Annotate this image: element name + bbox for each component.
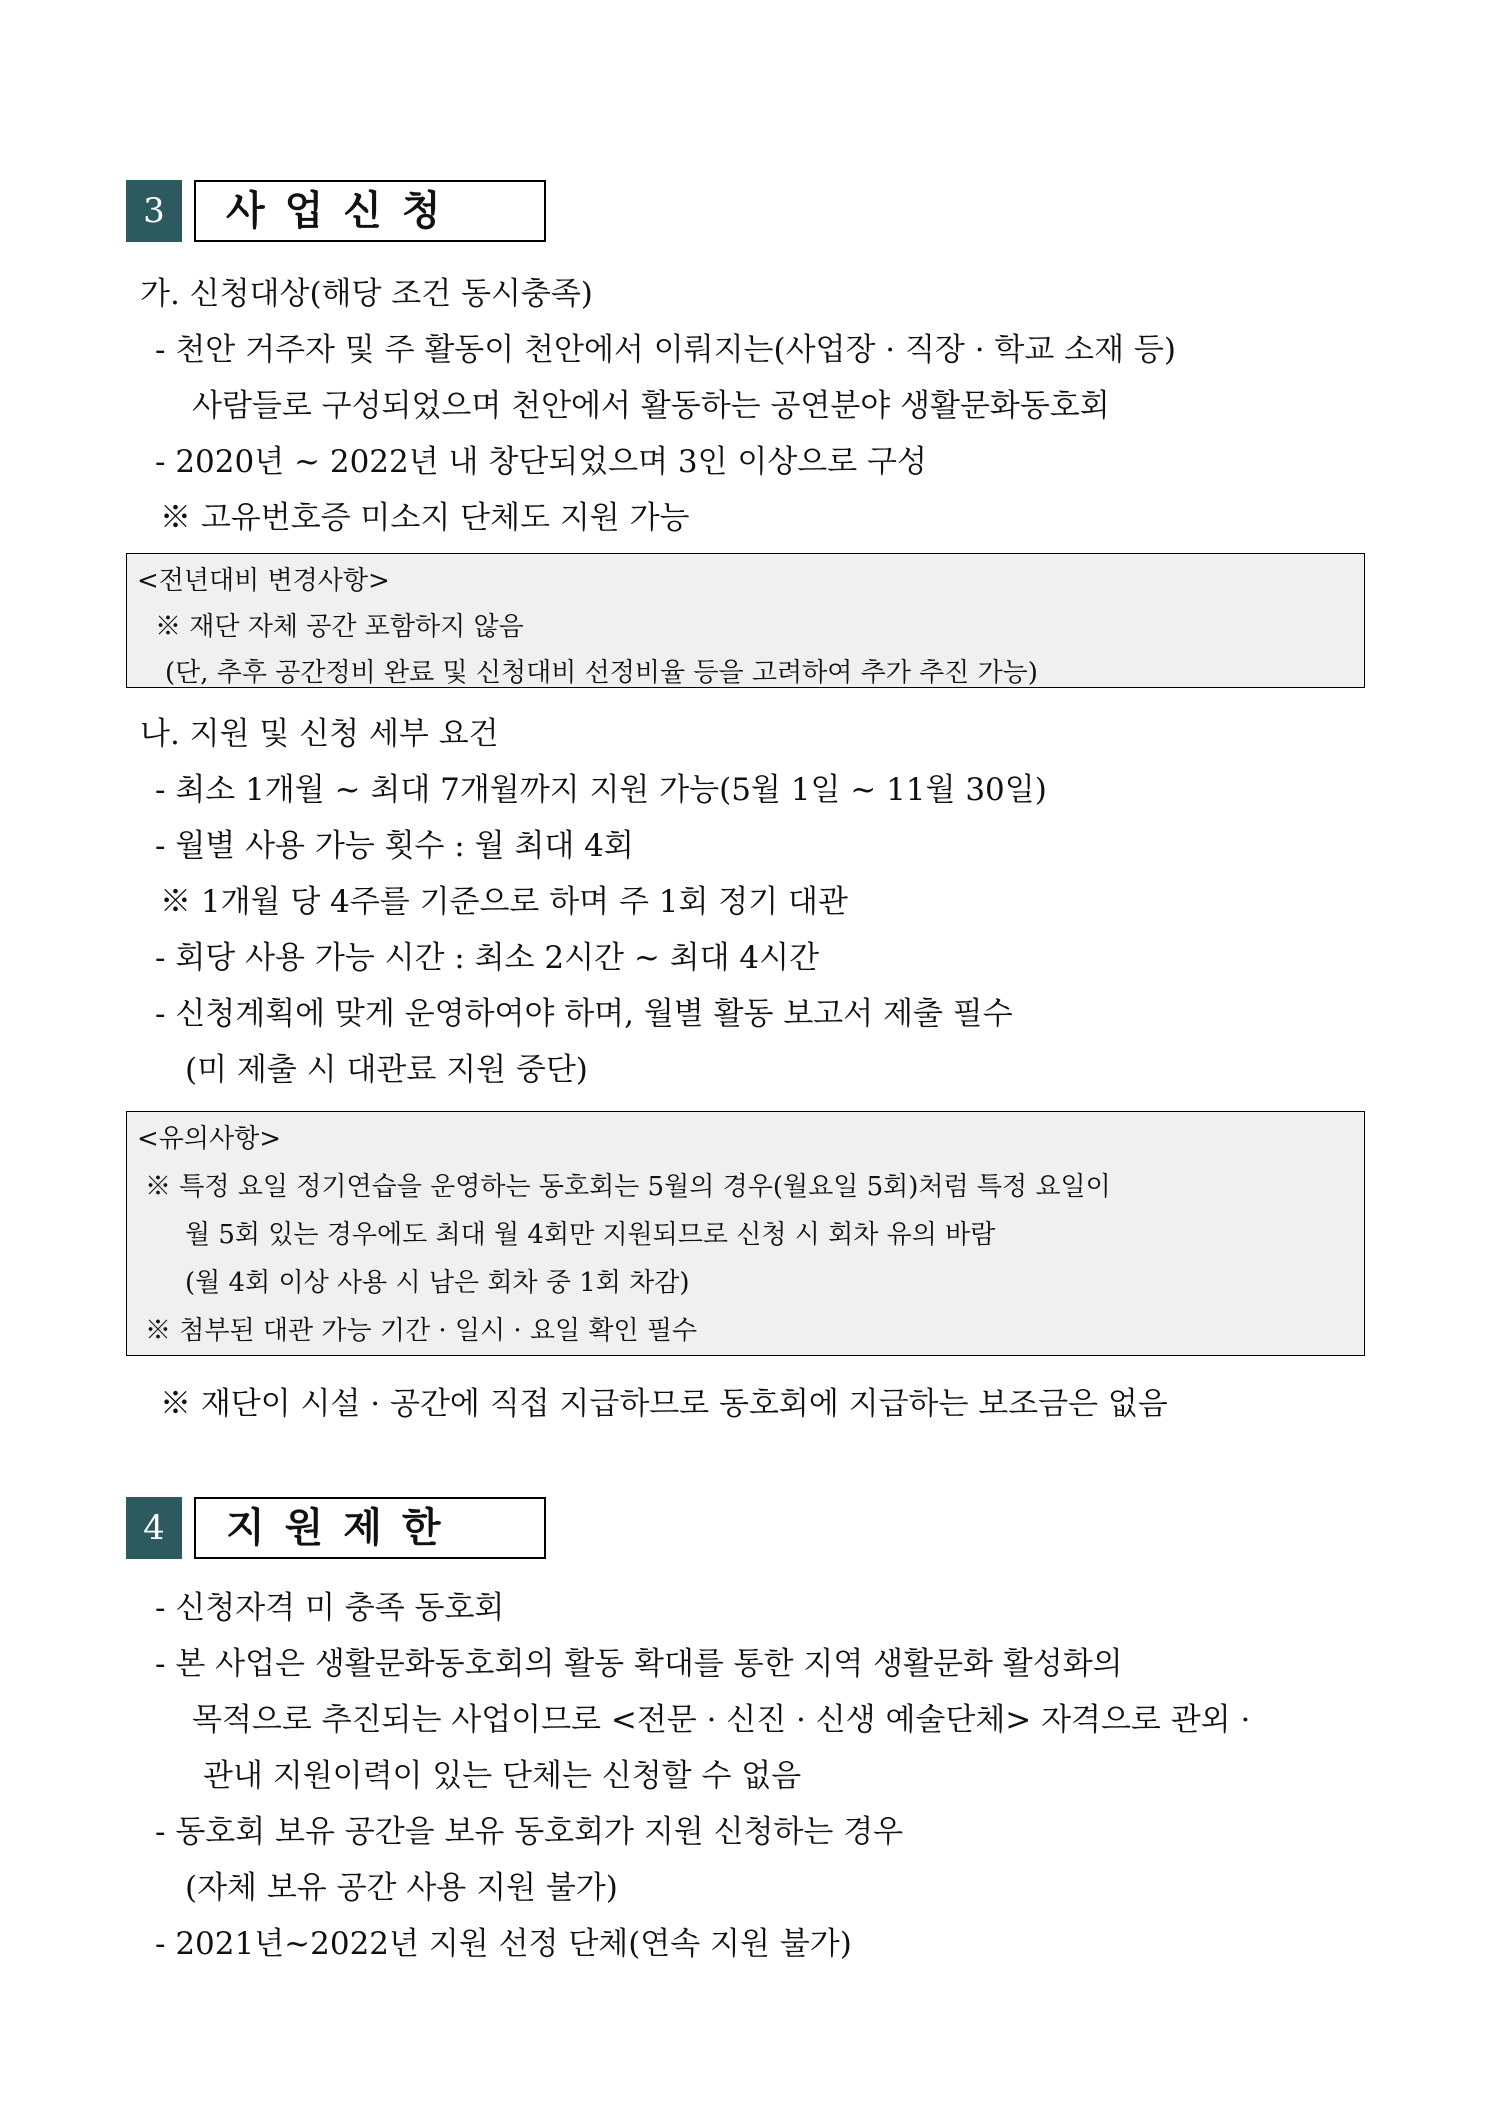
- list-item: - 최소 1개월 ~ 최대 7개월까지 지원 가능(5월 1일 ~ 11월 30일): [155, 772, 1047, 808]
- list-item: 사람들로 구성되었으며 천안에서 활동하는 공연분야 생활문화동호회: [192, 388, 1110, 424]
- list-item: - 월별 사용 가능 횟수 : 월 최대 4회: [155, 828, 634, 864]
- list-item: (미 제출 시 대관료 지원 중단): [185, 1052, 588, 1088]
- section-number: 4: [126, 1497, 182, 1559]
- list-item: - 회당 사용 가능 시간 : 최소 2시간 ~ 최대 4시간: [155, 940, 820, 976]
- list-item: - 2020년 ~ 2022년 내 창단되었으며 3인 이상으로 구성: [155, 444, 927, 480]
- subheading-a: 가. 신청대상(해당 조건 동시충족): [140, 276, 593, 312]
- box-line: ※ 재단 자체 공간 포함하지 않음: [155, 612, 524, 642]
- caution-box: [126, 1111, 1365, 1356]
- box-line: ※ 특정 요일 정기연습을 운영하는 동호회는 5월의 경우(월요일 5회)처럼 특정 요일이: [145, 1172, 1111, 1202]
- note-item: ※ 1개월 당 4주를 기준으로 하며 주 1회 정기 대관: [160, 884, 848, 920]
- list-item: - 천안 거주자 및 주 활동이 천안에서 이뤄지는(사업장 · 직장 · 학교 소재 등): [155, 332, 1176, 368]
- list-item: - 신청자격 미 충족 동호회: [155, 1590, 505, 1626]
- section-title: 사업신청: [194, 180, 546, 242]
- box-line: ※ 첨부된 대관 가능 기간 · 일시 · 요일 확인 필수: [145, 1316, 698, 1346]
- list-item: 관내 지원이력이 있는 단체는 신청할 수 없음: [203, 1758, 802, 1794]
- list-item: - 신청계획에 맞게 운영하여야 하며, 월별 활동 보고서 제출 필수: [155, 996, 1013, 1032]
- box-title: <유의사항>: [137, 1124, 282, 1154]
- box-line: (단, 추후 공간정비 완료 및 신청대비 선정비율 등을 고려하여 추가 추진 가능): [165, 658, 1038, 688]
- box-title: <전년대비 변경사항>: [137, 566, 390, 596]
- list-item: - 동호회 보유 공간을 보유 동호회가 지원 신청하는 경우: [155, 1814, 904, 1850]
- list-item: 목적으로 추진되는 사업이므로 <전문 · 신진 · 신생 예술단체> 자격으로 관외 ·: [192, 1702, 1251, 1738]
- note-item: ※ 고유번호증 미소지 단체도 지원 가능: [160, 500, 690, 536]
- list-item: - 본 사업은 생활문화동호회의 활동 확대를 통한 지역 생활문화 활성화의: [155, 1646, 1123, 1682]
- change-notice-box: [126, 553, 1365, 688]
- box-line: 월 5회 있는 경우에도 최대 월 4회만 지원되므로 신청 시 회차 유의 바람: [185, 1220, 996, 1250]
- section-number: 3: [126, 180, 182, 242]
- list-item: - 2021년~2022년 지원 선정 단체(연속 지원 불가): [155, 1926, 852, 1962]
- list-item: (자체 보유 공간 사용 지원 불가): [185, 1870, 618, 1906]
- box-line: (월 4회 이상 사용 시 남은 회차 중 1회 차감): [185, 1268, 690, 1298]
- subheading-b: 나. 지원 및 신청 세부 요건: [140, 716, 499, 752]
- section-title: 지원제한: [194, 1497, 546, 1559]
- footnote: ※ 재단이 시설 · 공간에 직접 지급하므로 동호회에 지급하는 보조금은 없음: [160, 1386, 1168, 1422]
